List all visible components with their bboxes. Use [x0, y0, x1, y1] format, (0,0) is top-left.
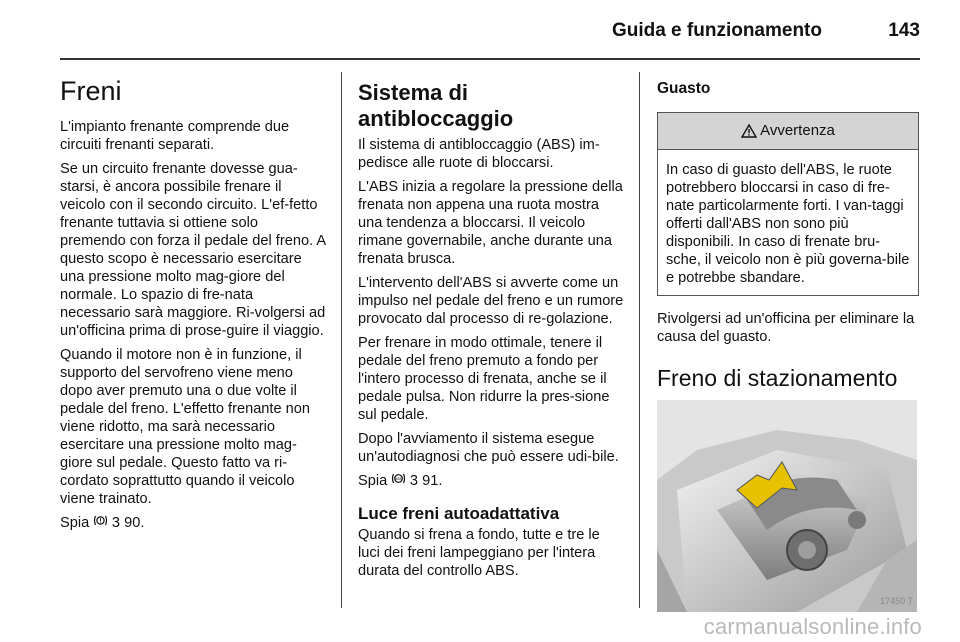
page-number: 143 [888, 20, 920, 41]
watermark: carmanualsonline.info [703, 614, 922, 639]
header-title: Guida e funzionamento [611, 20, 822, 41]
warning-box [657, 112, 919, 296]
svg-text:ABS: ABS [395, 477, 403, 481]
paragraph: Quando il motore non è in funzione, il supporto del servofreno viene meno dopo aver premuto una o due volte il pedale del freno. L'effetto frenante non viene ridotto, ma sarà necessario esercitare una pressione molto mag-giore sul pedale. Questo fatto va ri-cordato soprattutto quando il veicolo viene trainato. [60, 347, 310, 507]
column-divider-left [341, 72, 342, 608]
subheading-brake-lights: Luce freni autoadattativa [358, 504, 560, 523]
warning-text: In caso di guasto dell'ABS, le ruote potrebbero bloccarsi in caso di fre-nate particolarmente forti. I van-taggi offerti dall'ABS non sono più disponibili. In caso di frenate bru-sche, il veicolo non è più governa-bile e potrebbe sbandare. [666, 162, 910, 286]
paragraph: L'intervento dell'ABS si avverte come un impulso nel pedale del freno e un rumore provocato dal processo di re-golazione. [358, 275, 624, 327]
parking-brake-photo [657, 400, 917, 612]
section-heading-guasto: Guasto [657, 80, 711, 97]
section-heading-abs: Sistema di antibloccaggio [358, 80, 514, 131]
column-divider-right [639, 72, 640, 608]
paragraph: Il sistema di antibloccaggio (ABS) im-pedisce alle ruote di bloccarsi. [358, 137, 600, 171]
cross-reference: Spia ABS 3 91. [358, 473, 443, 489]
warning-header [658, 113, 918, 150]
column-guasto [657, 80, 919, 612]
column-abs [358, 80, 624, 586]
paragraph: L'ABS inizia a regolare la pressione della frenata non appena una ruota mostra una tendenza a bloccarsi. Il veicolo rimane governabile, anche durante una frenata brusca. [358, 179, 623, 267]
warning-title: Avvertenza [760, 122, 835, 139]
abs-warning-icon [391, 473, 410, 488]
header-rule [60, 58, 920, 60]
cross-reference: Spia 3 90. [60, 515, 145, 531]
section-heading-parking-brake: Freno di stazionamento [657, 365, 898, 391]
paragraph: Dopo l'avviamento il sistema esegue un'autodiagnosi che può essere udi-bile. [358, 431, 619, 465]
image-code: 17450 T [880, 596, 913, 606]
brake-warning-icon [93, 515, 112, 530]
column-freni [60, 76, 326, 538]
page-arrow-icon: 3 [409, 473, 419, 489]
paragraph: Se un circuito frenante dovesse gua-starsi, è ancora possibile frenare il veicolo con il secondo circuito. L'ef-fetto frenante tuttavia si ottiene solo premendo con forza il pedale del freno. A questo scopo è necessario esercitare una pressione molto mag-giore del normale. Lo spazio di fre-nata necessario sarà maggiore. Ri-volgersi ad un'officina prima di prose-guire il viaggio. [60, 161, 326, 339]
page-arrow-icon: 3 [111, 515, 121, 531]
paragraph: Per frenare in modo ottimale, tenere il pedale del freno premuto a fondo per l'intero processo di frenata, anche se il pedale pulsa. Non ridurre la pres-sione sul pedale. [358, 335, 610, 423]
paragraph: Rivolgersi ad un'officina per eliminare la causa del guasto. [657, 311, 915, 345]
section-heading-freni: Freni [60, 76, 122, 106]
warning-triangle-icon [741, 124, 757, 138]
paragraph: Quando si frena a fondo, tutte e tre le luci dei freni lampeggiano per l'intera durata del controllo ABS. [358, 527, 600, 579]
paragraph: L'impianto frenante comprende due circuiti frenanti separati. [60, 119, 290, 153]
